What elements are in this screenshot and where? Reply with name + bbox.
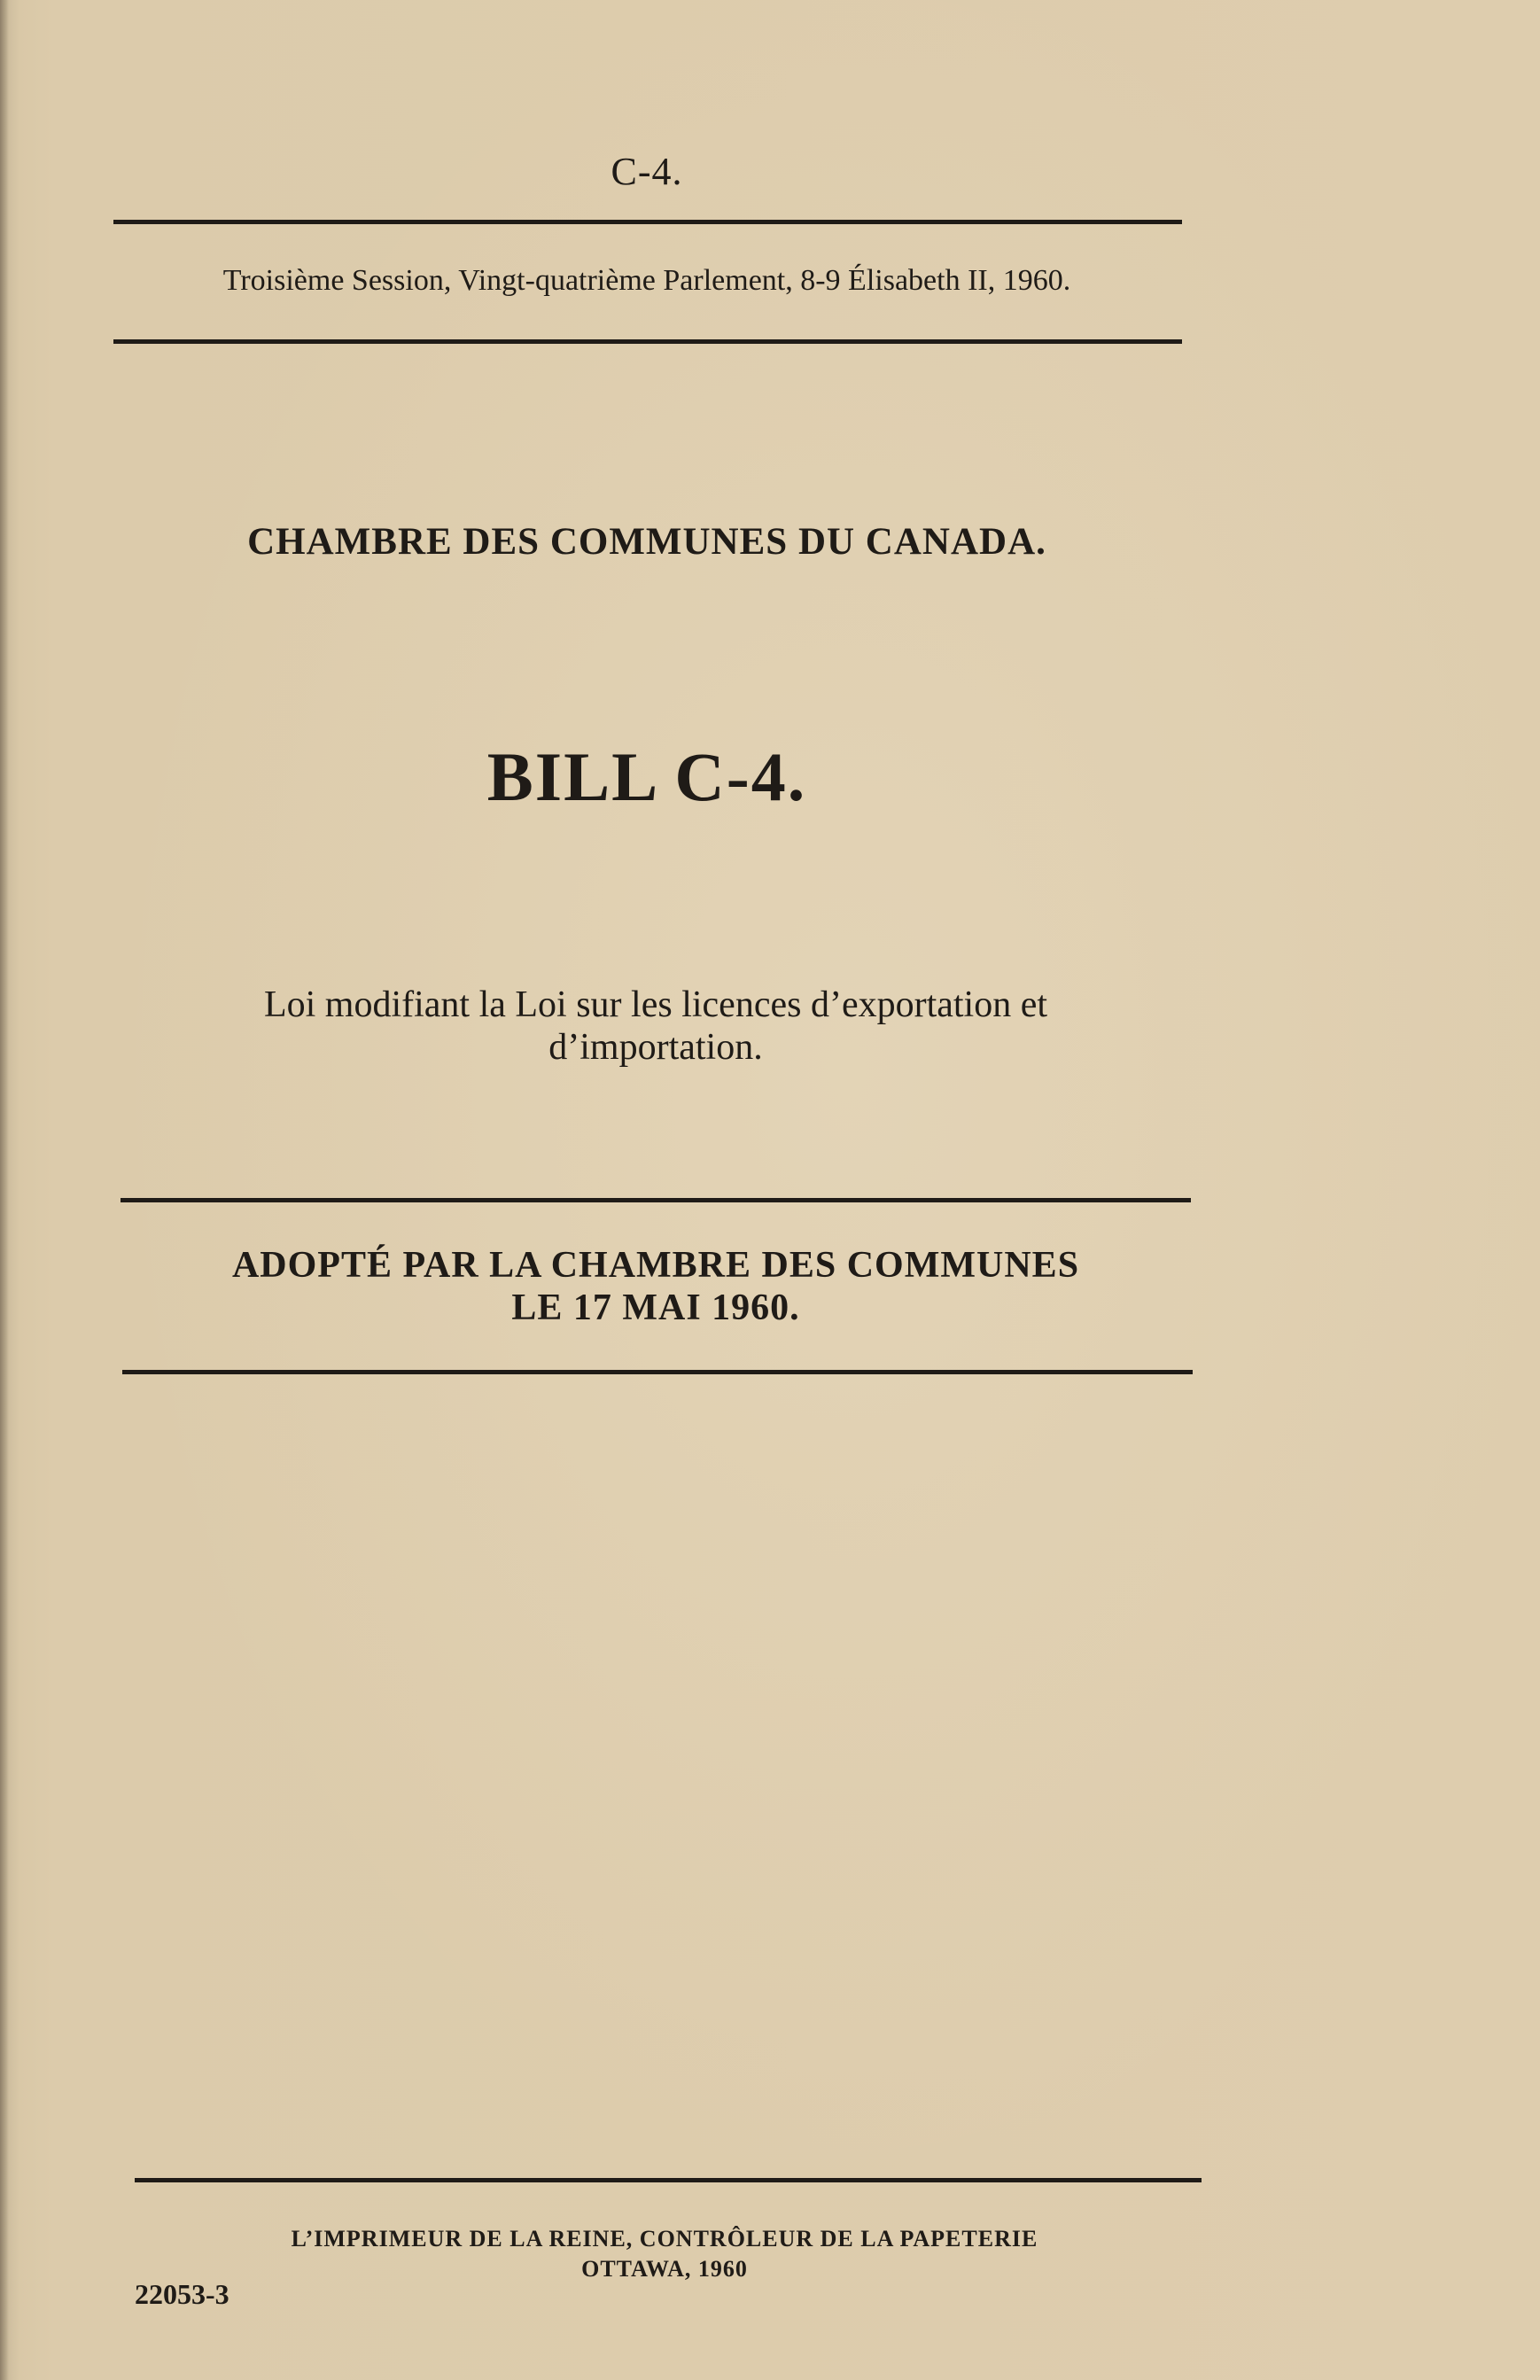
printer-rule: [135, 2178, 1202, 2182]
printer-line-1: L’IMPRIMEUR DE LA REINE, CONTRÔLEUR DE LA PAPETERIE: [291, 2226, 1038, 2252]
long-title: [177, 984, 1134, 1069]
adopted-bottom-rule: [122, 1370, 1193, 1374]
reference-number: 22053-3: [135, 2278, 229, 2310]
bill-title: BILL C-4.: [486, 738, 807, 815]
adoption-notice: [151, 1244, 1161, 1329]
binding-edge: [0, 0, 9, 2380]
printer-line-2: OTTAWA, 1960: [581, 2256, 748, 2282]
long-title-line-1: Loi modifiant la Loi sur les licences d’exportation et: [263, 984, 1048, 1025]
adoption-line-1: ADOPTÉ PAR LA CHAMBRE DES COMMUNES: [231, 1245, 1080, 1286]
adoption-line-2: LE 17 MAI 1960.: [511, 1287, 800, 1328]
session-line: Troisième Session, Vingt-quatrième Parlement, 8-9 Élisabeth II, 1960.: [222, 264, 1071, 297]
printer-imprint: [204, 2224, 1125, 2284]
adopted-top-rule: [121, 1198, 1191, 1202]
session-rule: [113, 339, 1182, 344]
top-rule: [113, 220, 1182, 224]
chamber-heading: CHAMBRE DES COMMUNES DU CANADA.: [247, 521, 1046, 563]
long-title-line-2: d’importation.: [548, 1027, 763, 1068]
bill-number-header: C-4.: [611, 150, 683, 193]
